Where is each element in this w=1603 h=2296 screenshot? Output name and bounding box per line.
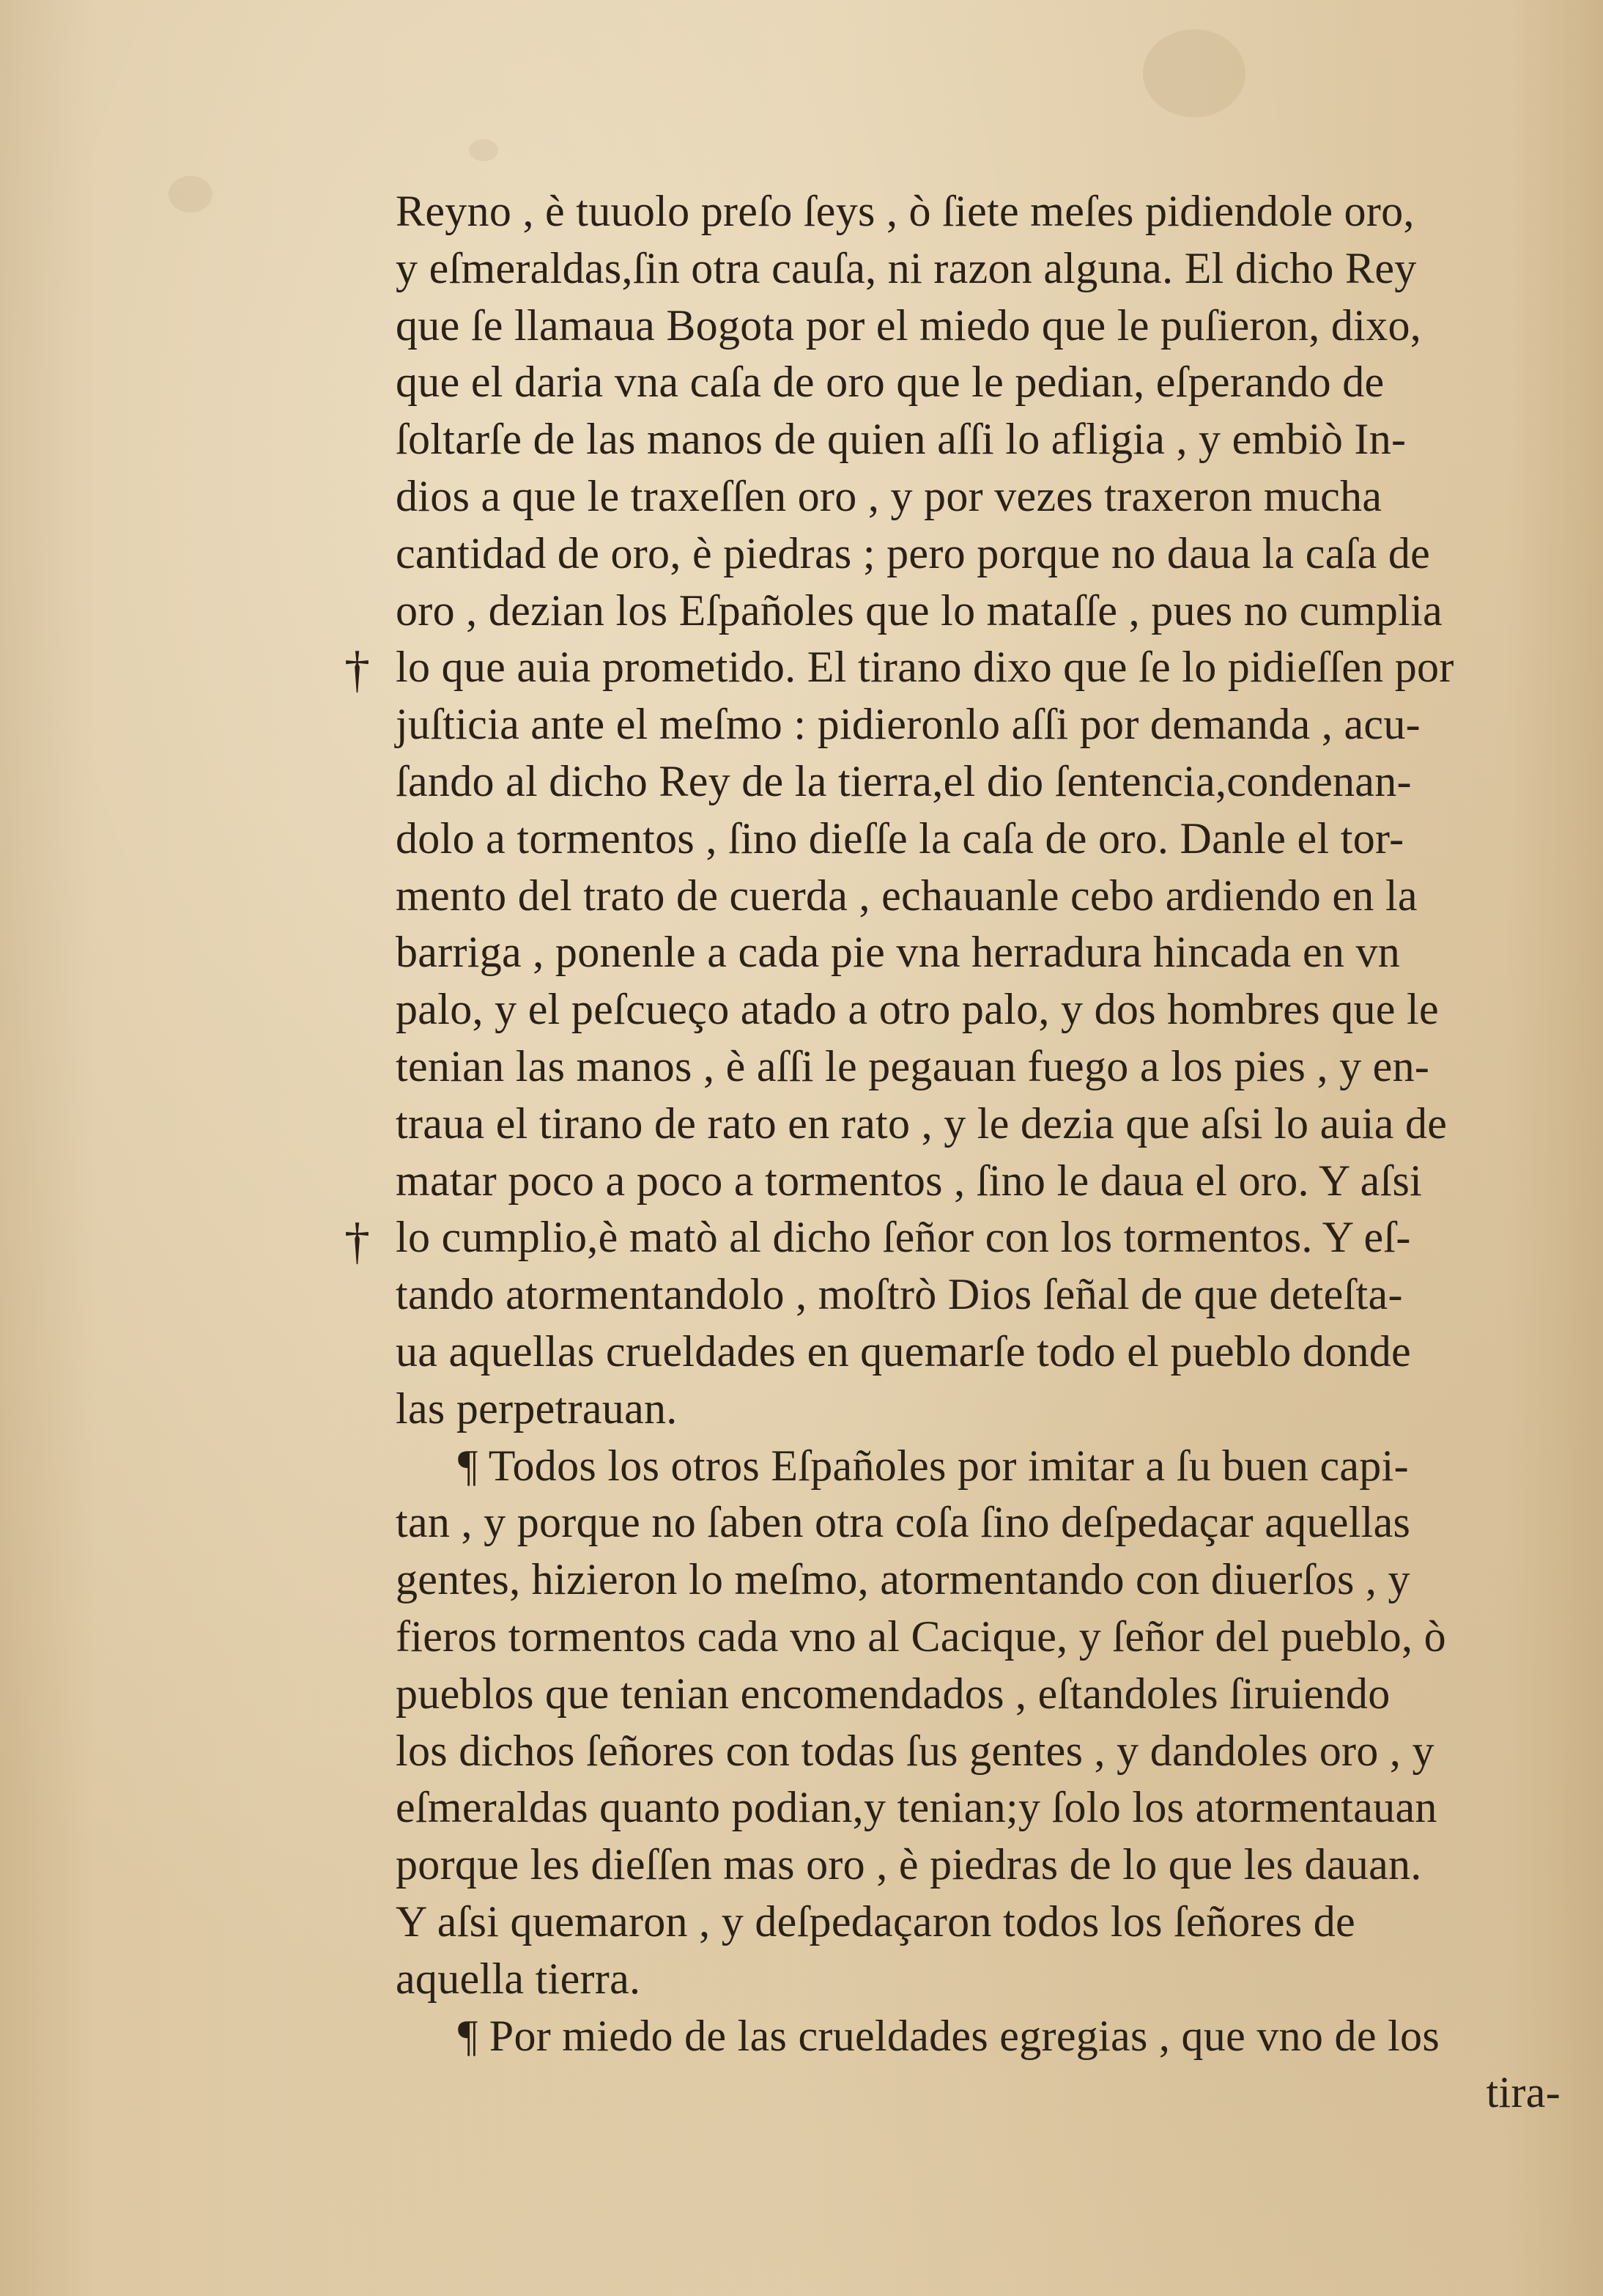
text-line: fieros tormentos cada vno al Cacique, y ſeñor del pueblo, ò xyxy=(396,1612,1446,1661)
text-line: tan , y porque no ſaben otra coſa ſino deſpedaçar aquellas xyxy=(396,1498,1411,1547)
text-line: pueblos que tenian encomendados , eſtandoles ſiruiendo xyxy=(396,1669,1391,1718)
paragraph-start-line: ¶ Por miedo de las crueldades egregias , que vno de los xyxy=(458,2011,1440,2060)
paragraph-start-line: ¶ Todos los otros Eſpañoles por imitar a ſu buen capi- xyxy=(458,1441,1409,1490)
text-line: palo, y el peſcueço atado a otro palo, y dos hombres que le xyxy=(396,985,1439,1034)
text-line: Y aſsi quemaron , y deſpedaçaron todos los ſeñores de xyxy=(396,1897,1355,1946)
text-line: traua el tirano de rato en rato , y le dezia que aſsi lo auia de xyxy=(396,1099,1448,1148)
text-line: mento del trato de cuerda , echauanle cebo ardiendo en la xyxy=(396,871,1418,920)
text-line: gentes, hizieron lo meſmo, atormentando con diuerſos , y xyxy=(396,1555,1410,1604)
text-line: que el daria vna caſa de oro que le pedian, eſperando de xyxy=(396,358,1385,407)
catchword: tira- xyxy=(1486,2068,1561,2117)
paper-stain xyxy=(469,139,498,161)
text-line: dios a que le traxeſſen oro , y por vezes traxeron mucha xyxy=(396,471,1382,520)
text-line: tenian las manos , è aſſi le pegauan fuego a los pies , y en- xyxy=(396,1041,1430,1090)
text-line: Reyno , è tuuolo preſo ſeys , ò ſiete meſes pidiendole oro, xyxy=(396,187,1415,235)
text-line: que ſe llamaua Bogota por el miedo que le puſieron, dixo, xyxy=(396,300,1422,350)
body-text xyxy=(396,183,1568,2122)
text-line: eſmeraldas quanto podian,y tenian;y ſolo los atormentauan xyxy=(396,1783,1437,1832)
text-line: tando atormentandolo , moſtrò Dios ſeñal de que deteſta- xyxy=(396,1270,1403,1319)
text-line: ſoltarſe de las manos de quien aſſi lo afligia , y embiò In- xyxy=(396,415,1407,464)
text-line: y eſmeraldas,ſin otra cauſa, ni razon alguna. El dicho Rey xyxy=(396,243,1417,292)
text-line: cantidad de oro, è piedras ; pero porque no daua la caſa de xyxy=(396,528,1431,577)
text-line: aquella tierra. xyxy=(396,1954,641,2003)
paper-stain xyxy=(1143,29,1245,117)
text-line: matar poco a poco a tormentos , ſino le daua el oro. Y aſsi xyxy=(396,1156,1423,1205)
text-line: porque les dieſſen mas oro , è piedras de lo que les dauan. xyxy=(396,1840,1422,1889)
text-line: lo que auia prometido. El tirano dixo que ſe lo pidieſſen por xyxy=(396,643,1454,692)
text-line: barriga , ponenle a cada pie vna herradura hincada en vn xyxy=(396,928,1401,977)
text-line: lo cumplio,è matò al dicho ſeñor con los tormentos. Y eſ- xyxy=(396,1213,1411,1262)
text-line: juſticia ante el meſmo : pidieronlo aſſi por demanda , acu- xyxy=(396,700,1421,749)
text-line: dolo a tormentos , ſino dieſſe la caſa de oro. Danle el tor- xyxy=(396,813,1404,863)
paper-stain xyxy=(169,176,212,213)
marginal-dagger: † xyxy=(344,642,370,698)
text-line: ſando al dicho Rey de la tierra,el dio ſentencia,condenan- xyxy=(396,756,1412,805)
text-line: las perpetrauan. xyxy=(396,1384,678,1433)
text-line: oro , dezian los Eſpañoles que lo mataſſe , pues no cumplia xyxy=(396,586,1443,635)
text-line: los dichos ſeñores con todas ſus gentes , y dandoles oro , y xyxy=(396,1726,1434,1775)
text-line: ua aquellas crueldades en quemarſe todo el pueblo donde xyxy=(396,1326,1411,1376)
marginal-dagger: † xyxy=(344,1214,370,1270)
